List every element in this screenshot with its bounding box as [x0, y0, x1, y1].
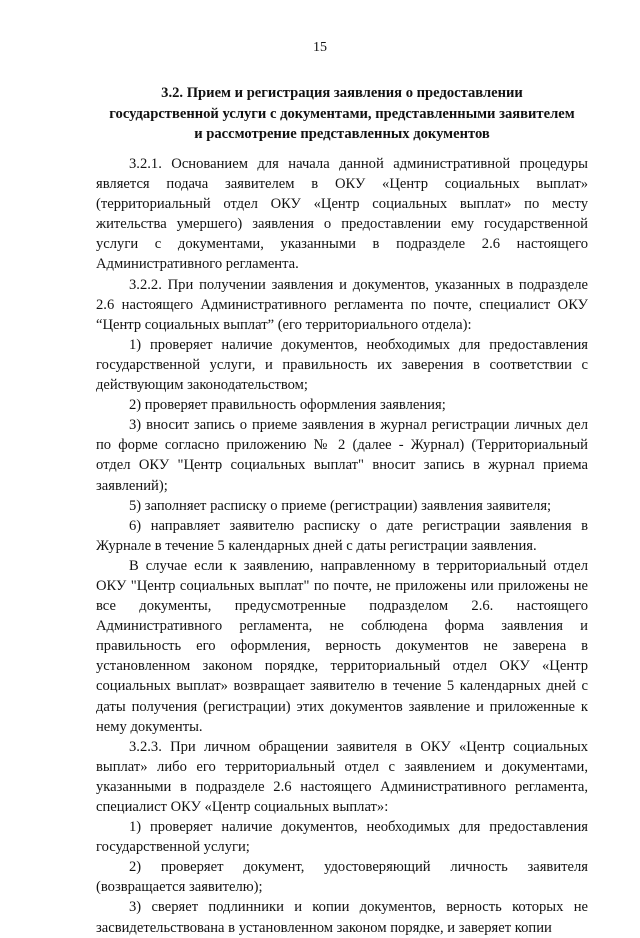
heading-line: 3.2. Прием и регистрация заявления о предоставлении	[161, 85, 523, 101]
list-item: 3) вносит запись о приеме заявления в журнал регистрации личных дел по форме согласно приложению № 2 (далее - Журнал) (Территориальный отдел ОКУ "Центр социальных выплат" вносит запись в журнал приема заявлений);	[96, 417, 588, 494]
list-item: 6) направляет заявителю расписку о дате регистрации заявления в Журнале в течение 5 календарных дней с даты регистрации заявления.	[96, 517, 588, 554]
heading-line: и рассмотрение представленных документов	[194, 126, 490, 142]
heading-line: государственной услуги с документами, представленными заявителем	[109, 105, 575, 122]
paragraph-3-2-3: 3.2.3. При личном обращении заявителя в ОКУ «Центр социальных выплат» либо его территориальный отдел с заявлением и документами, указанными в подразделе 2.6 настоящего Административного регламента, специалист ОКУ «Центр социальных выплат»:	[96, 738, 588, 815]
section-heading	[96, 83, 588, 145]
list-item: 3) сверяет подлинники и копии документов, верность которых не засвидетельствована в установленном законом порядке, и заверяет копии	[96, 899, 588, 936]
paragraph-3-2-2: 3.2.2. При получении заявления и документов, указанных в подразделе 2.6 настоящего Административного регламента по почте, специалист ОКУ “Центр социальных выплат” (его территориального отдела):	[96, 276, 588, 333]
list-item: 1) проверяет наличие документов, необходимых для предоставления государственной услуги, и правильность их заверения в соответствии с действующим законодательством;	[96, 336, 588, 394]
list-item: 2) проверяет документ, удостоверяющий личность заявителя (возвращается заявителю);	[96, 859, 588, 896]
page-number: 15	[313, 40, 327, 55]
paragraph-return-case: В случае если к заявлению, направленному в территориальный отдел ОКУ "Центр социальных выплат" по почте, не приложены или приложены не все документы, предусмотренные подразделом 2.6. настоящего Административного регламента, не соблюдена форма заявления и правильность его оформления, верность документов не заверена в установленном законом порядке, территориальный отдел ОКУ «Центр социальных выплат» возвращает заявителю в течение 5 календарных дней с даты получения (регистрации) этих документов заявление и приложенные к нему документы.	[96, 557, 588, 735]
list-item: 2) проверяет правильность оформления заявления;	[129, 397, 446, 414]
list-item: 5) заполняет расписку о приеме (регистрации) заявления заявителя;	[129, 497, 552, 514]
list-item: 1) проверяет наличие документов, необходимых для предоставления государственной услуги;	[96, 819, 588, 856]
document-body	[96, 154, 588, 938]
paragraph-3-2-1: 3.2.1. Основанием для начала данной административной процедуры является подача заявителем в ОКУ «Центр социальных выплат» (территориальный отдел ОКУ «Центр социальных выплат» по месту жительства умершего) заявления о предоставлении ему государственной услуги с документами, указанными в подразделе 2.6 настоящего Административного регламента.	[96, 156, 588, 273]
